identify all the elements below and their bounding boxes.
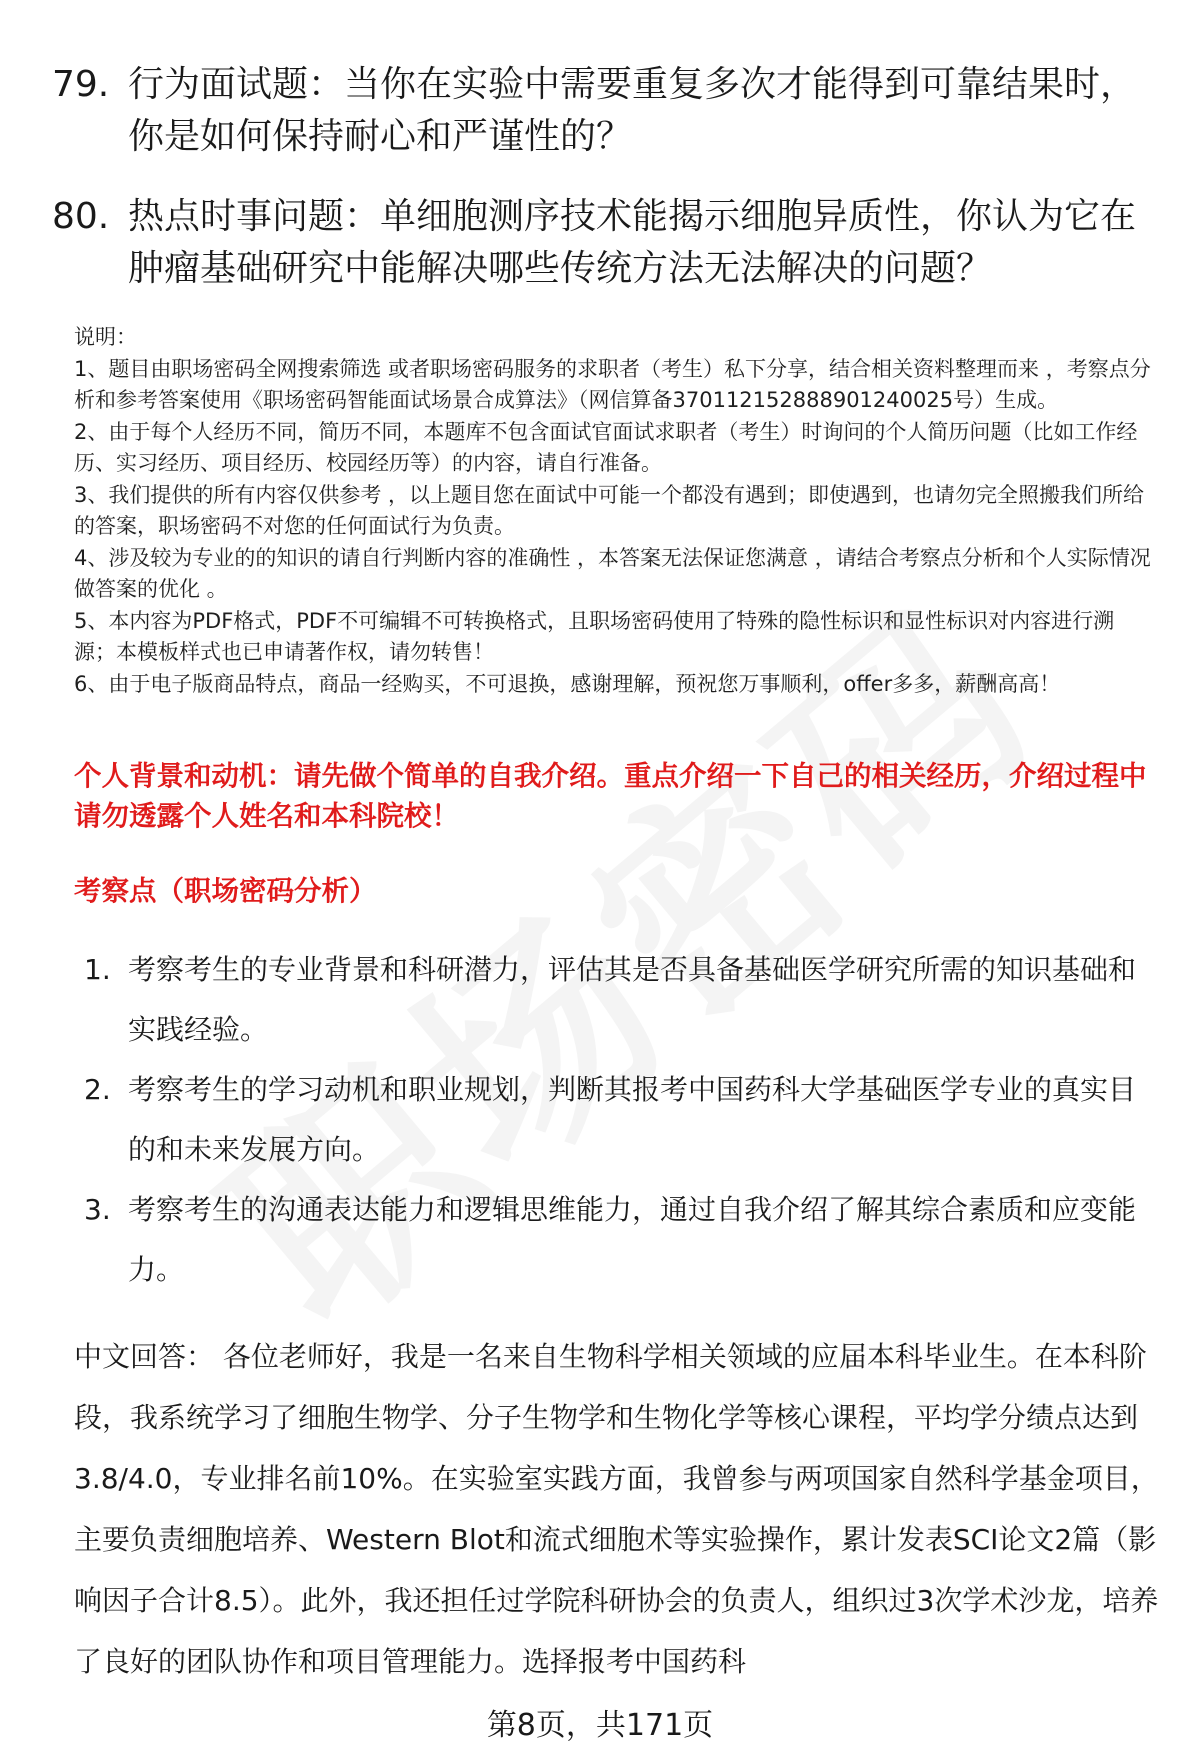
- note-item: 6、由于电子版商品特点，商品一经购买，不可退换，感谢理解，预祝您万事顺利，offer多多，薪酬高高！: [74, 671, 1061, 696]
- note-item: 3、我们提供的所有内容仅供参考 ，以上题目您在面试中可能一个都没有遇到；即使遇到，也请勿完全照搬我们所给的答案，职场密码不对您的任何面试行为负责。: [74, 482, 1145, 538]
- question-text: 行为面试题：当你在实验中需要重复多次才能得到可靠结果时，你是如何保持耐心和严谨性的？: [128, 64, 1137, 157]
- note-item: 5、本内容为PDF格式，PDF不可编辑不可转换格式，且职场密码使用了特殊的隐性标识和显性标识对内容进行溯源；本模板样式也已申请著作权，请勿转售！: [74, 608, 1115, 664]
- list-item-number: 3.: [84, 1193, 111, 1226]
- list-item: [0, 940, 1200, 1060]
- notes-title: 说明：: [74, 325, 137, 349]
- list-item-text: 考察考生的沟通表达能力和逻辑思维能力，通过自我介绍了解其综合素质和应变能力。: [128, 1193, 1137, 1286]
- list-item-number: 1.: [84, 953, 111, 986]
- note-item: 2、由于每个人经历不同，简历不同，本题库不包含面试官面试求职者（考生）时询问的个人简历问题（比如工作经历、实习经历、项目经历、校园经历等）的内容，请自行准备。: [74, 419, 1138, 475]
- question-number: 79.: [52, 64, 110, 105]
- notes-section: [74, 322, 1154, 700]
- list-item: [0, 1180, 1200, 1300]
- note-item: 1、题目由职场密码全网搜索筛选 或者职场密码服务的求职者（考生）私下分享，结合相关资料整理而来 ，考察点分析和参考答案使用《职场密码智能面试场景合成算法》（网信算备370112152888901240025号）生成。: [74, 356, 1151, 412]
- list-item: [0, 1060, 1200, 1180]
- list-item-text: 考察考生的专业背景和科研潜力，评估其是否具备基础医学研究所需的知识基础和实践经验。: [128, 953, 1137, 1046]
- list-item-number: 2.: [84, 1073, 111, 1106]
- list-item-text: 考察考生的学习动机和职业规划，判断其报考中国药科大学基础医学专业的真实目的和未来发展方向。: [128, 1073, 1137, 1166]
- question-text: 热点时事问题：单细胞测序技术能揭示细胞异质性，你认为它在肿瘤基础研究中能解决哪些传统方法无法解决的问题？: [128, 196, 1137, 289]
- section-heading: 个人背景和动机：请先做个简单的自我介绍。重点介绍一下自己的相关经历，介绍过程中请勿透露个人姓名和本科院校！: [74, 760, 1147, 832]
- answer-paragraph: 中文回答： 各位老师好，我是一名来自生物科学相关领域的应届本科毕业生。在本科阶段，我系统学习了细胞生物学、分子生物学和生物化学等核心课程，平均学分绩点达到3.8/4.0，专业排名前10%。在实验室实践方面，我曾参与两项国家自然科学基金项目，主要负责细胞培养、Western Blot和流式细胞术等实验操作，累计发表SCI论文2篇（影响因子合计8.5）。此外，我还担任过学院科研协会的负责人，组织过3次学术沙龙，培养了良好的团队协作和项目管理能力。选择报考中国药科: [74, 1340, 1159, 1678]
- question-number: 80.: [52, 196, 110, 237]
- page-footer: 第8页，共171页: [486, 1708, 714, 1743]
- note-item: 4、涉及较为专业的的知识的请自行判断内容的准确性 ，本答案无法保证您满意 ，请结合考察点分析和个人实际情况做答案的优化 。: [74, 545, 1151, 601]
- analysis-list: [0, 940, 1200, 1300]
- analysis-heading: 考察点（职场密码分析）: [74, 875, 377, 907]
